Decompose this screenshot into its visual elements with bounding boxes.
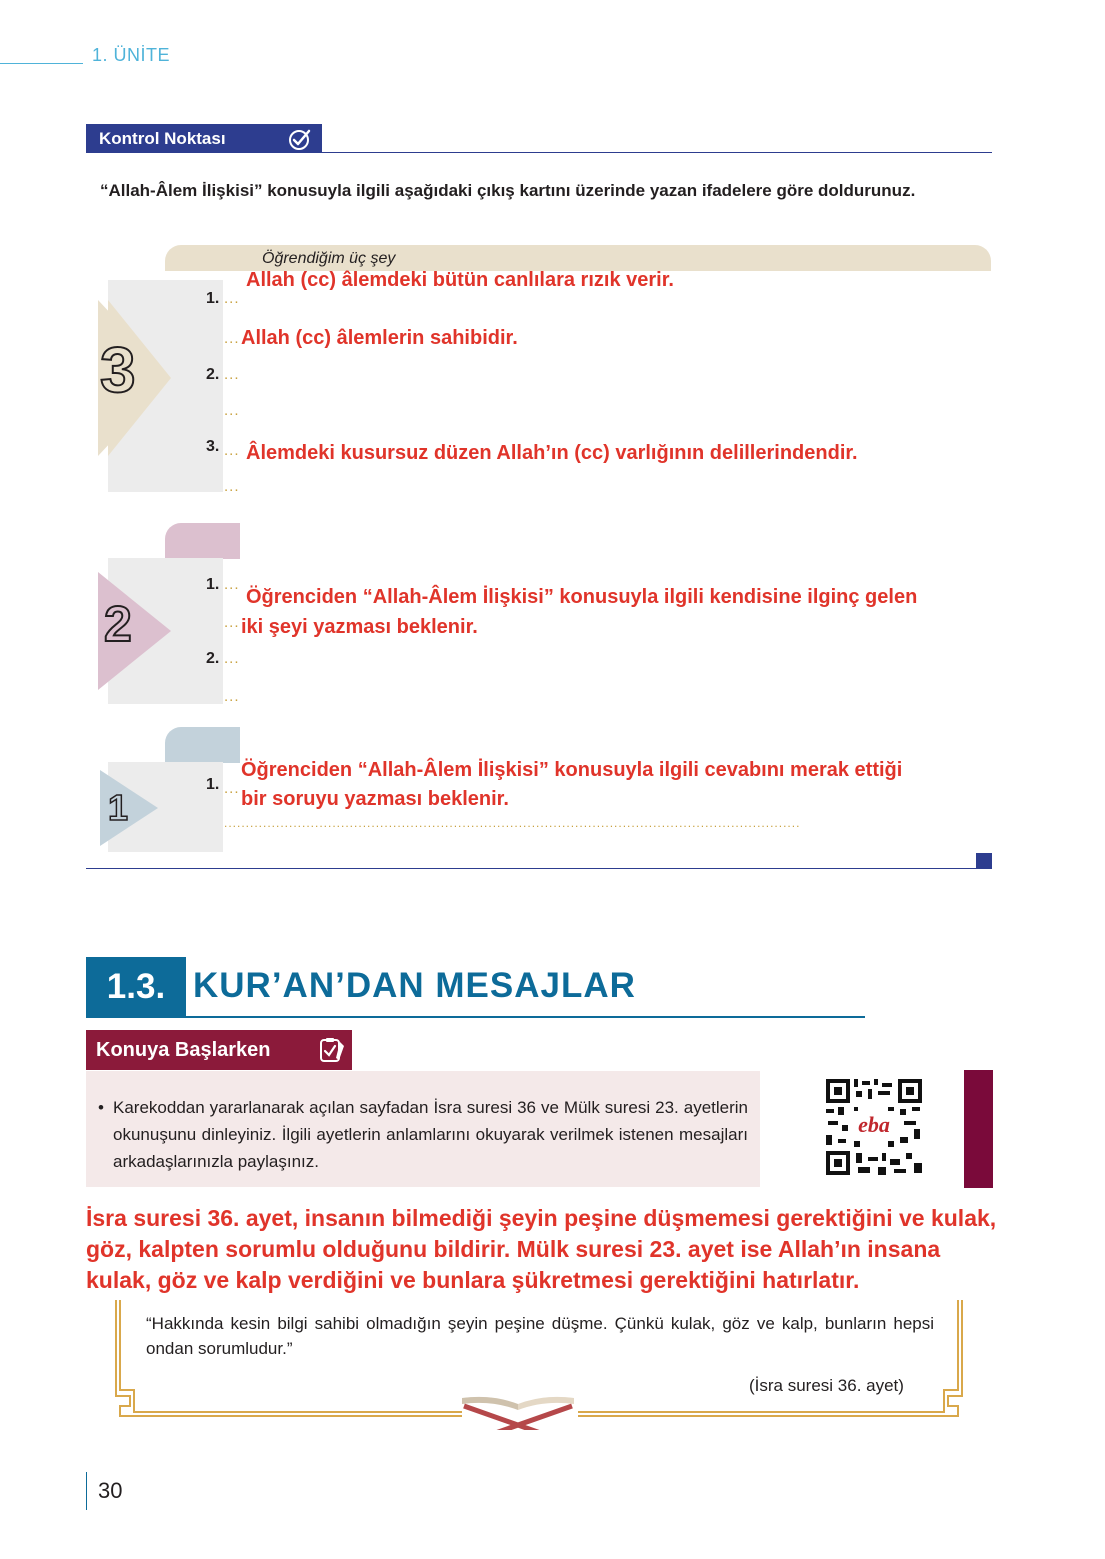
eba-logo: eba [858,1112,890,1137]
page-number: 30 [98,1478,123,1503]
section3-answer-3: Âlemdeki kusursuz düzen Allah’ın (cc) varlığının delillerindendir. [246,442,858,464]
section2-item-2: 2. [206,650,220,667]
checkmark-circle-icon [288,127,312,151]
header-rule [0,63,83,64]
section2-answer-line1: Öğrenciden “Allah-Âlem İlişkisi” konusuyla ilgili kendisine ilginç gelen [246,586,918,608]
section2-number: 2 [104,596,132,652]
section3-item-2: 2. [206,366,220,383]
kontrol-noktasi-label: Kontrol Noktası [99,129,226,148]
quote-source: (İsra suresi 36. ayet) [749,1376,904,1395]
task-text [98,1094,748,1175]
bullet: • [98,1098,104,1117]
section1-answer-line1: Öğrenciden “Allah-Âlem İlişkisi” konusuyla ilgili cevabını merak ettiği [241,759,903,781]
dots: ... [224,330,240,347]
dots: ... [224,688,240,705]
kontrol-noktasi-tag [86,124,322,153]
dots: ... [224,780,240,797]
section-number: 1.3. [86,957,186,1017]
konuya-baslarken-tag [86,1030,352,1070]
card-bottom-rule [86,868,992,869]
dots: ... [224,366,240,383]
dots: ... [224,614,240,631]
unit-label: 1. ÜNİTE [92,45,171,65]
section-rule [86,1016,865,1018]
section1-number: 1 [108,787,129,828]
section3-number: 3 [100,334,136,406]
qr-code-icon[interactable] [824,1077,924,1177]
maroon-side-bar [964,1070,993,1188]
dots: ... [224,576,240,593]
section3-answer-1: Allah (cc) âlemdeki bütün canlılara rızık verir. [246,269,674,291]
quote-text: “Hakkında kesin bilgi sahibi olmadığın şeyin peşine düşme. Çünkü kulak, göz ve kalp, bunların hepsi ondan sorumludur.” [146,1314,934,1358]
dots-line: ..................................................................................................................................... [224,816,801,830]
section2-answer-line2: iki şeyi yazması beklenir. [241,616,478,638]
card-tab-1 [165,727,240,763]
instruction-text: “Allah-Âlem İlişkisi” konusuyla ilgili aşağıdaki çıkış kartını üzerinde yazan ifadelere göre doldurunuz. [100,181,916,200]
kontrol-rule [86,152,992,153]
page-number-rule [86,1472,87,1510]
dots: ... [224,290,240,307]
dots: ... [224,442,240,459]
section-title: KUR’AN’DAN MESAJLAR [193,966,636,1005]
section3-item-1: 1. [206,290,220,307]
card-tab-label: Öğrendiğim üç şey [262,250,396,267]
section1-item-1: 1. [206,776,220,793]
section1-answer-line2: bir soruyu yazması beklenir. [241,788,509,810]
dots: ... [224,478,240,495]
konuya-baslarken-label: Konuya Başlarken [96,1039,271,1061]
section3-item-3: 3. [206,438,220,455]
dots: ... [224,402,240,419]
clipboard-check-icon [318,1036,346,1064]
card-corner-square [976,853,992,868]
section3-answer-2: Allah (cc) âlemlerin sahibidir. [241,327,518,349]
dots: ... [224,650,240,667]
section-answer: İsra suresi 36. ayet, insanın bilmediği şeyin peşine düşmemesi gerektiğini ve kulak, göz, kalpten sorumlu olduğunu bildirir. Mülk suresi 23. ayet ise Allah’ın insana kulak, göz ve kalp verdiğini ve bunlara şükretmesi gerektiğini hatırlatır. [86,1205,997,1293]
book-stand-icon [462,1397,574,1430]
section2-item-1: 1. [206,576,220,593]
card-tab-2 [165,523,240,559]
task-paragraph: Karekoddan yararlanarak açılan sayfadan İsra suresi 36 ve Mülk suresi 23. ayetlerin okunuşunu dinleyiniz. İlgili ayetlerin anlamlarını okuyarak verilmek istenen mesajları arkadaşlarınızla paylaşınız. [113,1098,748,1171]
